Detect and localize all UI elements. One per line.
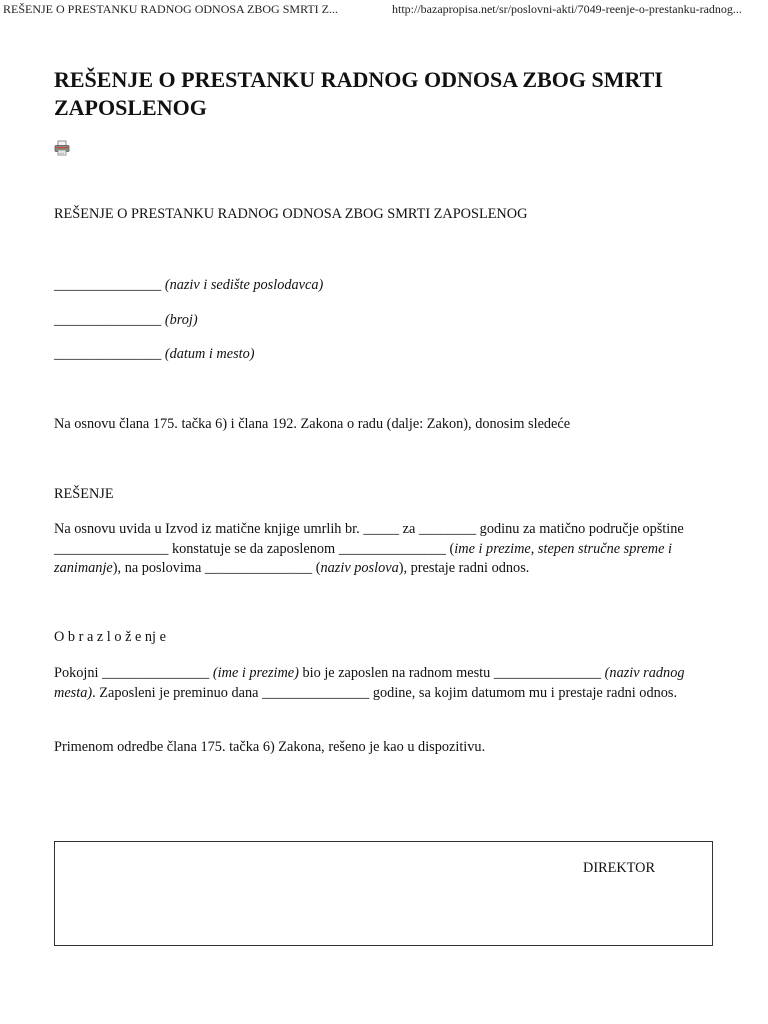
year-blank: ________ — [418, 521, 477, 537]
date-line — [54, 345, 714, 365]
register-number-blank: _____ — [363, 521, 400, 537]
print-header-url: http://bazapropisa.net/sr/poslovni-akti/7049-reenje-o-prestanku-radnog... — [392, 2, 742, 16]
reasoning-paragraph — [54, 664, 714, 703]
reasoning-text: bio je zaposlen na radnom mestu — [298, 665, 494, 681]
print-header-title: REŠENJE O PRESTANKU RADNOG ODNOSA ZBOG SMRTI Z... — [3, 2, 339, 16]
position-blank: _______________ — [204, 560, 313, 576]
date-blank: _______________ — [54, 346, 162, 362]
employer-line — [54, 276, 714, 296]
reasoning-heading: O b r a z l o ž e nj e — [54, 629, 166, 645]
reasoning-text: godine, sa kojim datumom mu i prestaje radni odnos. — [369, 684, 678, 701]
closing-paragraph: Primenom odredbe člana 175. tačka 6) Zakona, rešeno je kao u dispozitivu. — [54, 739, 486, 755]
workplace-blank: _______________ — [493, 665, 602, 681]
decision-paragraph — [54, 520, 714, 579]
deceased-name-hint: (ime i prezime) — [209, 665, 299, 681]
municipality-blank: ________________ — [54, 540, 169, 557]
position-hint: naziv poslova — [320, 560, 399, 576]
workplace-hint: (naziv radnog mesta) — [54, 665, 685, 701]
decision-text: ( — [445, 540, 455, 557]
employer-hint: (naziv i sedište poslodavca) — [164, 277, 324, 293]
employer-blank: _______________ — [54, 277, 162, 293]
decision-text: za — [399, 521, 419, 537]
decision-text: ), na poslovima — [112, 560, 205, 576]
date-hint: (datum i mesto) — [164, 346, 255, 362]
deceased-name-blank: _______________ — [102, 665, 210, 681]
printer-icon[interactable] — [54, 140, 70, 156]
intro-paragraph: Na osnovu člana 175. tačka 6) i člana 192. Zakona o radu (dalje: Zakon), donosim sledeće — [54, 416, 571, 432]
number-hint: (broj) — [164, 312, 198, 328]
decision-text: konstatuje se da zaposlenom — [168, 540, 339, 557]
signature-label: DIREKTOR — [583, 860, 656, 876]
number-blank: _______________ — [54, 312, 162, 328]
employee-hint: ime i prezime, stepen stručne spreme i zanimanje — [54, 540, 672, 576]
decision-text: godinu za matično područje opštine — [476, 521, 684, 537]
decision-text: Na osnovu uvida u Izvod iz matične knjige umrlih br. — [54, 521, 364, 537]
reasoning-text: Pokojni — [54, 665, 103, 681]
print-header — [0, 0, 768, 18]
employee-blank: _______________ — [338, 540, 446, 557]
decision-text: ), prestaje radni odnos. — [398, 560, 530, 576]
reasoning-text: . Zaposleni je preminuo dana — [92, 684, 263, 701]
signature-box — [54, 841, 713, 946]
document-title: REŠENJE O PRESTANKU RADNOG ODNOSA ZBOG SMRTI ZAPOSLENOG — [54, 67, 663, 120]
death-date-blank: _______________ — [262, 684, 370, 701]
decision-heading: REŠENJE — [54, 486, 114, 502]
number-line — [54, 311, 714, 331]
document-subtitle: REŠENJE O PRESTANKU RADNOG ODNOSA ZBOG SMRTI ZAPOSLENOG — [54, 206, 528, 222]
decision-text: ( — [312, 560, 321, 576]
